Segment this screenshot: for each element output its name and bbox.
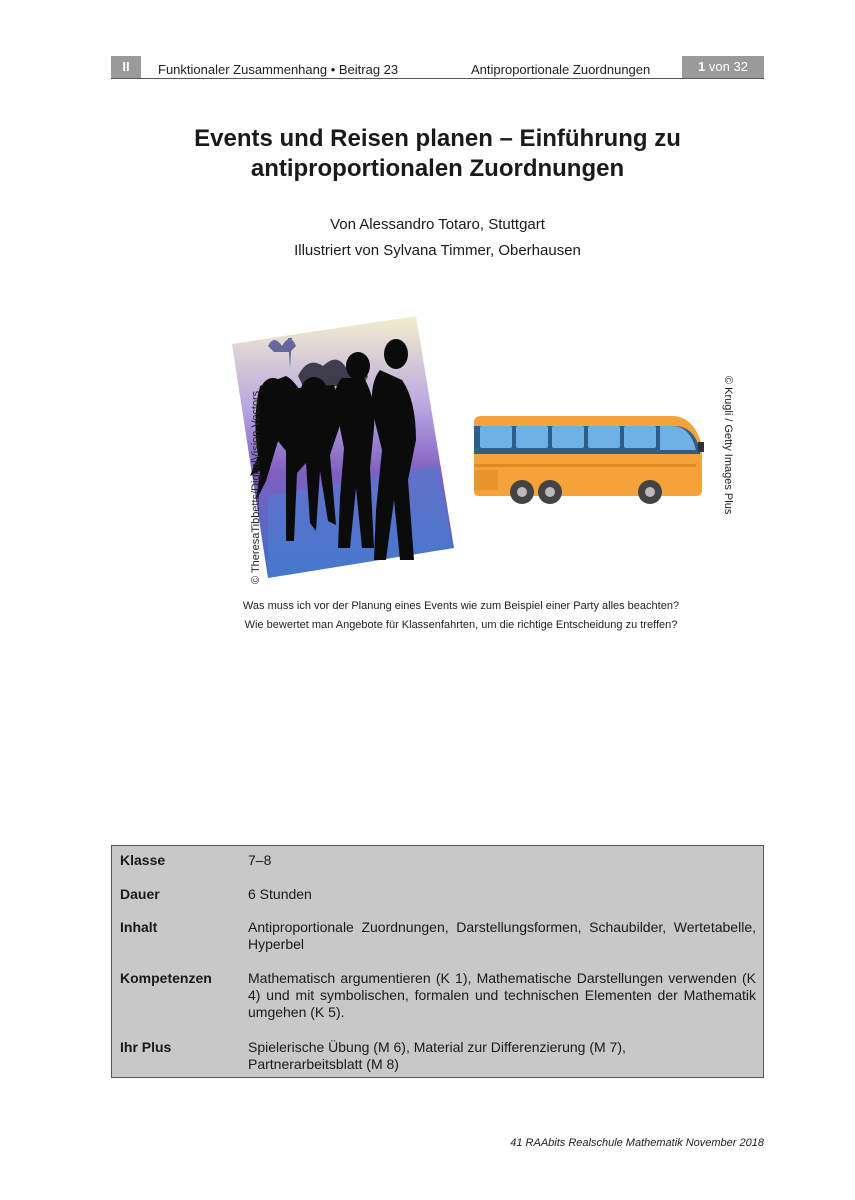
page-number: 1 bbox=[698, 59, 706, 74]
plus-value-line-1: Spielerische Übung (M 6), Material zur Differenzierung (M 7), bbox=[248, 1039, 626, 1055]
inhalt-value: Antiproportionale Zuordnungen, Darstellungsformen, Schaubilder, Wertetabelle, Hyperbel bbox=[248, 919, 756, 952]
page-total: von 32 bbox=[708, 59, 748, 74]
series-label: Funktionaler Zusammenhang • Beitrag 23 bbox=[158, 62, 399, 77]
kompetenzen-label: Kompetenzen bbox=[120, 970, 212, 986]
topic-label: Antiproportionale Zuordnungen bbox=[471, 62, 651, 77]
title-line-2: antiproportionalen Zuordnungen bbox=[250, 155, 625, 182]
plus-value bbox=[248, 1039, 756, 1073]
info-box bbox=[111, 845, 764, 1078]
party-silhouette-image bbox=[228, 316, 458, 578]
illustrator-line: Illustriert von Sylvana Timmer, Oberhausen bbox=[294, 242, 581, 259]
party-image-credit: © TheresaTibbetts/DigitalVision Vectors bbox=[250, 390, 262, 584]
inhalt-label: Inhalt bbox=[120, 919, 158, 935]
bus-image-credit: © Krugli / Getty Images Plus bbox=[722, 376, 734, 515]
section-number: II bbox=[111, 56, 141, 78]
caption-line-2: Wie bewertet man Angebote für Klassenfahrten, um die richtige Entscheidung zu treffen? bbox=[244, 619, 678, 631]
title-line-1: Events und Reisen planen – Einführung zu bbox=[194, 125, 681, 152]
caption-line-1: Was muss ich vor der Planung eines Events wie zum Beispiel einer Party alles beachten? bbox=[242, 600, 680, 612]
page-counter bbox=[682, 56, 764, 78]
dauer-value: 6 Stunden bbox=[248, 886, 312, 902]
dauer-label: Dauer bbox=[120, 886, 160, 902]
plus-value-line-2: Partnerarbeitsblatt (M 8) bbox=[248, 1056, 399, 1072]
document-title bbox=[100, 124, 775, 184]
klasse-value: 7–8 bbox=[248, 852, 272, 868]
bus-image bbox=[470, 412, 710, 510]
klasse-label: Klasse bbox=[120, 852, 166, 868]
page-footer: 41 RAAbits Realschule Mathematik November 2018 bbox=[510, 1137, 764, 1149]
author-line: Von Alessandro Totaro, Stuttgart bbox=[330, 216, 545, 233]
kompetenzen-value: Mathematisch argumentieren (K 1), Mathematische Darstellungen verwenden (K 4) und mit symbolischen, formalen und technischen Elementen der Mathematik umgehen (K 5). bbox=[248, 970, 756, 1020]
page-header bbox=[111, 56, 764, 79]
plus-label: Ihr Plus bbox=[120, 1039, 172, 1055]
